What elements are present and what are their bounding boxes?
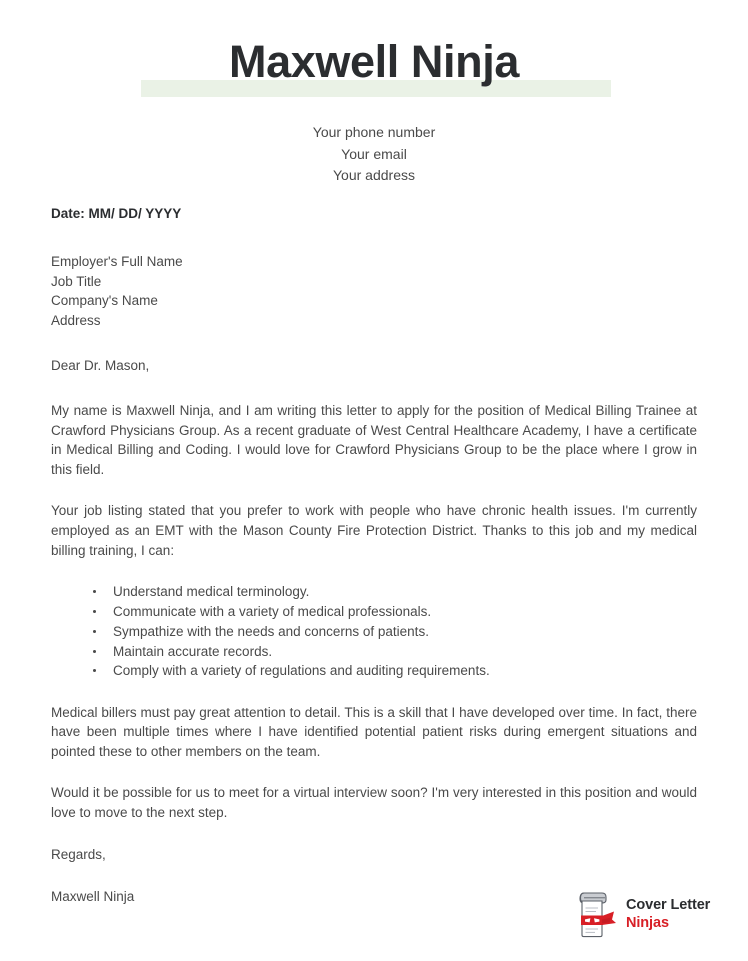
- body-paragraph-4: Would it be possible for us to meet for a virtual interview soon? I'm very interested in this position and would love to move to the next step.: [51, 785, 697, 821]
- contact-block: [0, 122, 748, 187]
- recipient-block: [51, 252, 697, 330]
- contact-address: Your address: [333, 167, 415, 183]
- contact-email: Your email: [341, 145, 407, 162]
- body-paragraph-2: Your job listing stated that you prefer to work with people who have chronic health issues. I'm currently employed as an EMT with the Mason County Fire Protection District. Thanks to this job and my medical billing training, I can:: [51, 503, 697, 558]
- body-paragraph-1: My name is Maxwell Ninja, and I am writing this letter to apply for the position of Medical Billing Trainee at Crawford Physicians Group. As a recent graduate of West Central Healthcare Academy, I have a certificate in Medical Billing and Coding. I would love for Crawford Physicians Group to be the place where I grow in this field.: [51, 403, 697, 477]
- signoff: Regards,: [51, 846, 106, 862]
- list-item: Sympathize with the needs and concerns of patients.: [93, 622, 697, 641]
- recipient-address: Address: [51, 312, 101, 328]
- date-line: Date: MM/ DD/ YYYY: [51, 206, 182, 221]
- brand-name-bottom: Ninjas: [626, 914, 669, 931]
- brand-logo[interactable]: [571, 889, 710, 939]
- letter-header: [0, 0, 748, 187]
- recipient-name: Employer's Full Name: [51, 254, 183, 269]
- contact-phone: Your phone number: [312, 124, 436, 140]
- skills-list: [51, 582, 697, 680]
- recipient-company: Company's Name: [51, 293, 158, 308]
- list-item: Communicate with a variety of medical professionals.: [93, 602, 697, 621]
- page-title: Maxwell Ninja: [229, 36, 519, 87]
- name-heading-wrap: [0, 34, 748, 96]
- letter-body: [51, 204, 697, 907]
- salutation: Dear Dr. Mason,: [51, 358, 150, 373]
- list-item: Understand medical terminology.: [93, 582, 697, 601]
- list-item: Comply with a variety of regulations and auditing requirements.: [93, 661, 697, 680]
- list-item: Maintain accurate records.: [93, 642, 697, 661]
- brand-logo-text: [626, 898, 710, 930]
- recipient-job-title: Job Title: [51, 273, 102, 289]
- brand-name-top: Cover Letter: [626, 897, 711, 913]
- body-paragraph-3: Medical billers must pay great attention to detail. This is a skill that I have developed over time. In fact, there have been multiple times where I have identified potential patient risks during emergent situations and pointed these to other members on the team.: [51, 704, 697, 759]
- ninja-scroll-icon: [571, 889, 617, 939]
- signature-name: Maxwell Ninja: [51, 888, 135, 904]
